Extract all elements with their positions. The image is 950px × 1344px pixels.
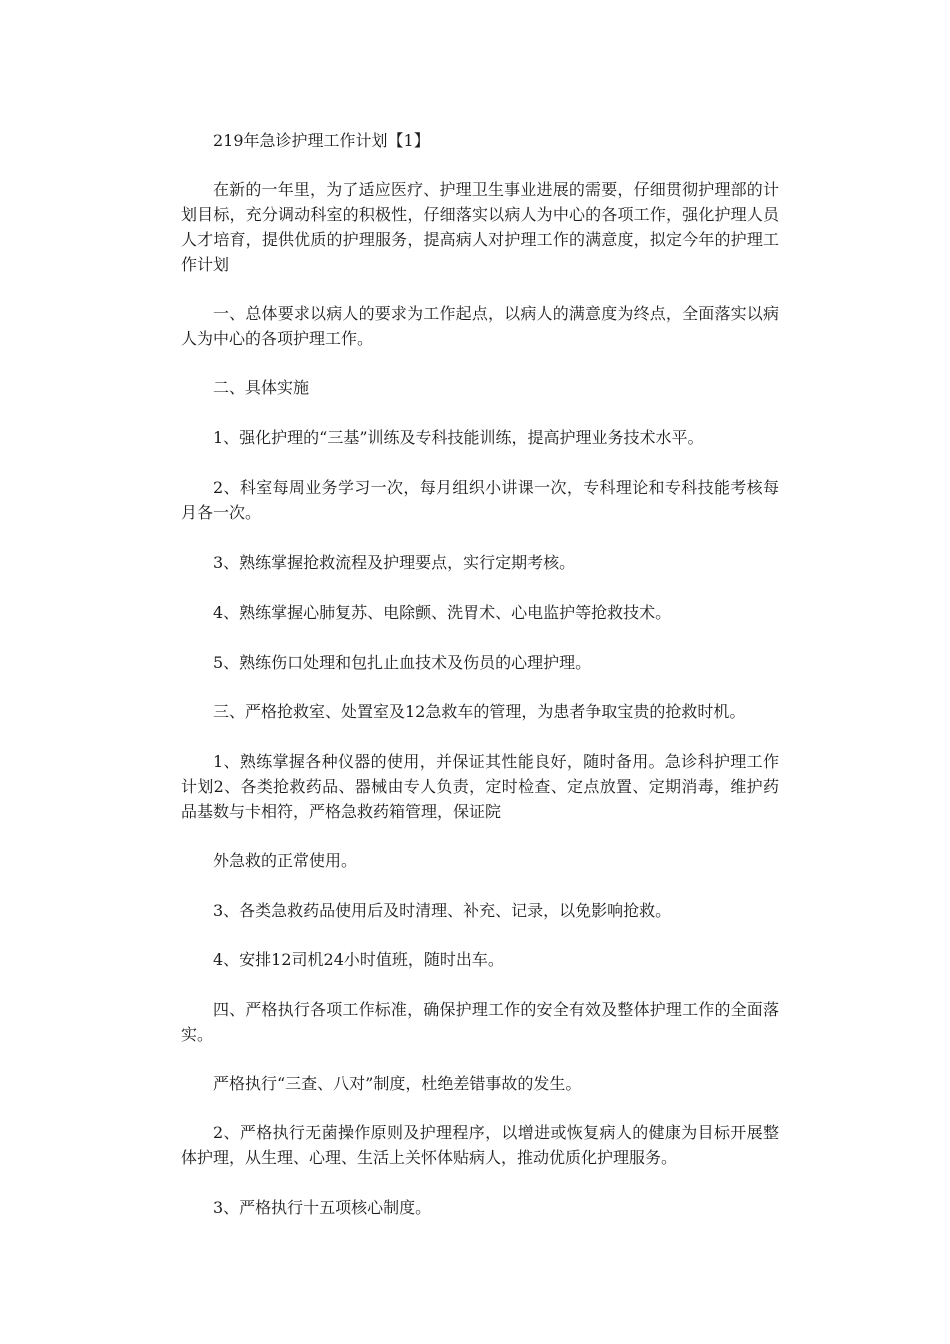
paragraph-intro: 在新的一年里，为了适应医疗、护理卫生事业进展的需要，仔细贯彻护理部的计划目标，充分调动科室的积极性，仔细落实以病人为中心的各项工作，强化护理人员人才培育，提供优质的护理服务，提高病人对护理工作的满意度，拟定今年的护理工作计划 [181,180,779,274]
document-title: 219年急诊护理工作计划【1】 [213,131,430,150]
paragraph-item-2-5: 5、熟练伤口处理和包扎止血技术及伤员的心理护理。 [213,653,592,672]
paragraph-item-3-1: 1、熟练掌握各种仪器的使用，并保证其性能良好，随时备用。急诊科护理工作计划2、各类抢救药品、器械由专人负责，定时检查、定点放置、定期消毒，维护药品基数与卡相符，严格急救药箱管理，保证院 [181,752,779,821]
paragraph-item-3-4: 4、安排12司机24小时值班，随时出车。 [213,950,504,969]
paragraph-item-4-2: 2、严格执行无菌操作原则及护理程序，以增进或恢复病人的健康为目标开展整体护理，从生理、心理、生活上关怀体贴病人，推动优质化护理服务。 [181,1123,779,1167]
paragraph-section-1: 一、总体要求以病人的要求为工作起点，以病人的满意度为终点，全面落实以病人为中心的各项护理工作。 [181,304,779,348]
paragraph-item-3-3: 3、各类急救药品使用后及时清理、补充、记录，以免影响抢救。 [213,901,672,920]
paragraph-item-2-3: 3、熟练掌握抢救流程及护理要点，实行定期考核。 [213,553,576,572]
paragraph-item-4-1: 严格执行“三查、八对”制度，杜绝差错事故的发生。 [213,1074,582,1093]
paragraph-item-3-1-cont: 外急救的正常使用。 [213,851,358,870]
paragraph-section-4: 四、严格执行各项工作标准，确保护理工作的安全有效及整体护理工作的全面落实。 [181,1000,779,1044]
paragraph-item-2-4: 4、熟练掌握心肺复苏、电除颤、洗胃术、心电监护等抢救技术。 [213,603,672,622]
paragraph-item-2-2: 2、科室每周业务学习一次，每月组织小讲课一次，专科理论和专科技能考核每月各一次。 [181,478,779,522]
paragraph-item-4-3: 3、严格执行十五项核心制度。 [213,1198,432,1217]
paragraph-item-2-1: 1、强化护理的“三基”训练及专科技能训练，提高护理业务技术水平。 [213,428,704,447]
paragraph-section-2-heading: 二、具体实施 [213,378,310,397]
paragraph-section-3: 三、严格抢救室、处置室及12急救车的管理，为患者争取宝贵的抢救时机。 [213,702,746,721]
